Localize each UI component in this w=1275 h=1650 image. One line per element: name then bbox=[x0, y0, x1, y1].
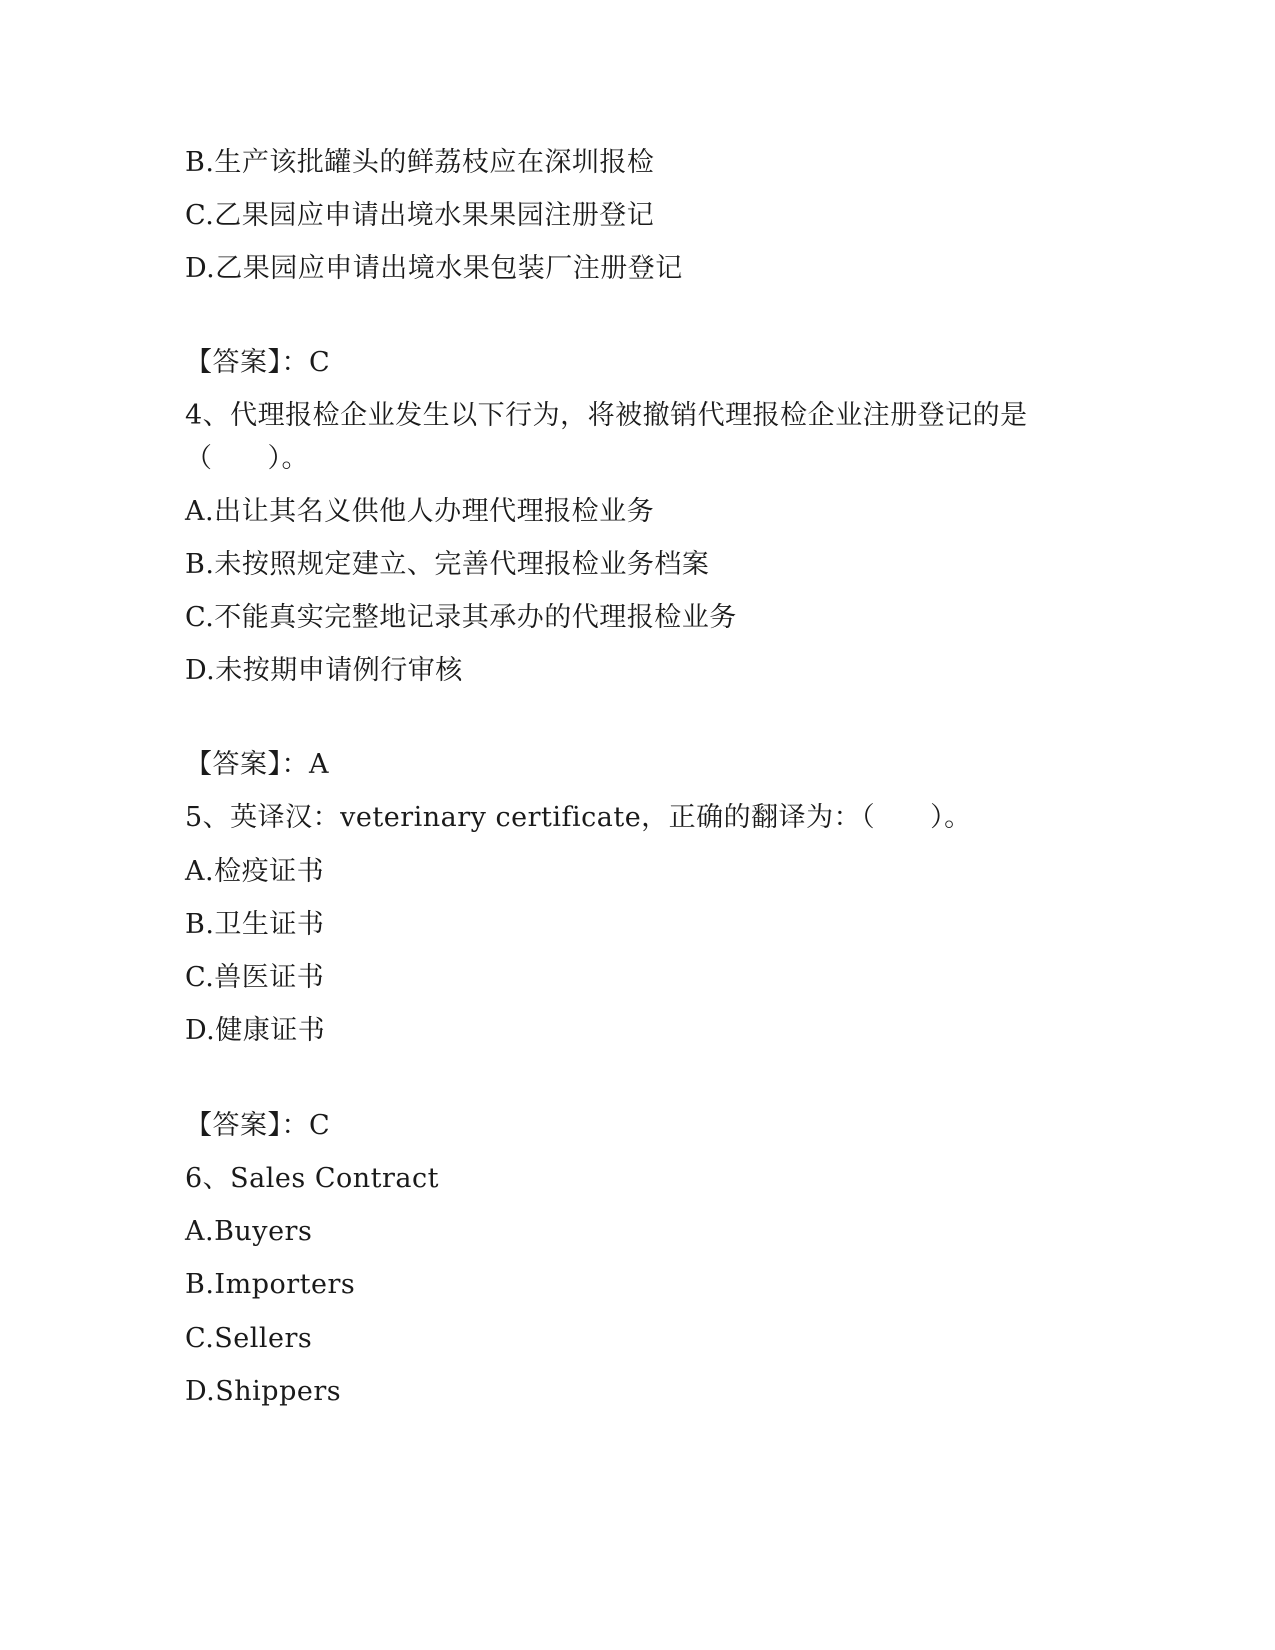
q5-answer: 【答案】：C bbox=[185, 1110, 331, 1141]
q4-answer: 【答案】：A bbox=[185, 749, 329, 780]
q4-option-b: B.未按照规定建立、完善代理报检业务档案 bbox=[185, 549, 710, 580]
q6-option-a: A.Buyers bbox=[185, 1216, 313, 1247]
q4-stem-line1: 4、代理报检企业发生以下行为，将被撤销代理报检企业注册登记的是 bbox=[185, 400, 1028, 431]
q3-option-c: C.乙果园应申请出境水果果园注册登记 bbox=[185, 200, 655, 231]
q6-stem: 6、Sales Contract bbox=[185, 1163, 439, 1194]
q4-option-c: C.不能真实完整地记录其承办的代理报检业务 bbox=[185, 602, 737, 633]
q3-option-d: D.乙果园应申请出境水果包装厂注册登记 bbox=[185, 253, 683, 284]
q4-stem-line2: （ ）。 bbox=[185, 443, 309, 474]
q6-option-b: B.Importers bbox=[185, 1269, 356, 1300]
q5-stem: 5、英译汉：veterinary certificate，正确的翻译为：（ ）。 bbox=[185, 802, 972, 833]
q3-answer: 【答案】：C bbox=[185, 347, 331, 378]
q3-option-b: B.生产该批罐头的鲜荔枝应在深圳报检 bbox=[185, 147, 655, 178]
q6-option-c: C.Sellers bbox=[185, 1323, 313, 1354]
q4-option-d: D.未按期申请例行审核 bbox=[185, 655, 463, 686]
q5-option-c: C.兽医证书 bbox=[185, 962, 325, 993]
q5-option-d: D.健康证书 bbox=[185, 1015, 326, 1046]
q5-option-b: B.卫生证书 bbox=[185, 909, 325, 940]
q4-option-a: A.出让其名义供他人办理代理报检业务 bbox=[185, 496, 655, 527]
q6-option-d: D.Shippers bbox=[185, 1376, 342, 1407]
q5-option-a: A.检疫证书 bbox=[185, 856, 325, 887]
